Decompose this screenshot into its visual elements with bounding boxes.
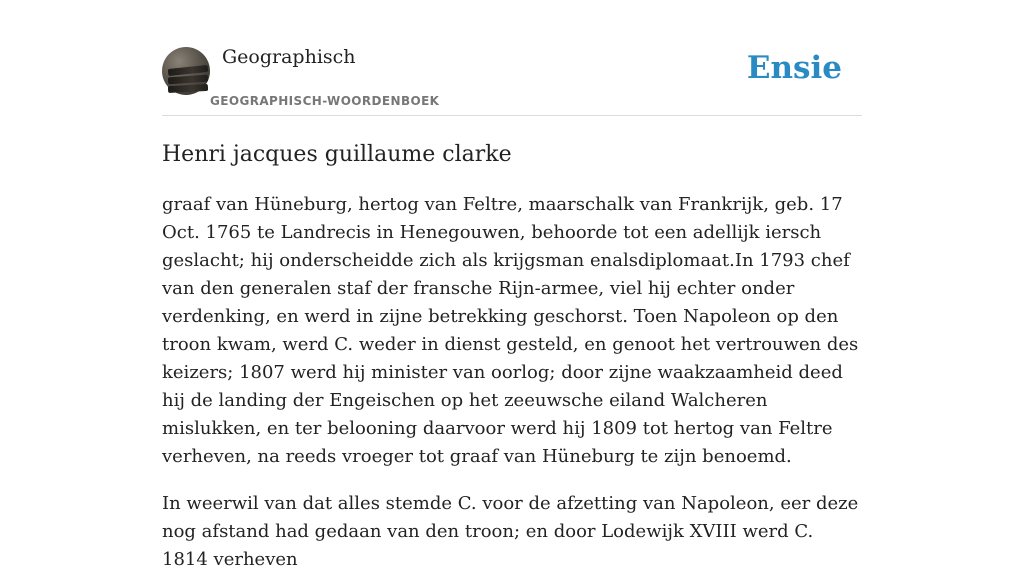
- avatar[interactable]: [162, 47, 210, 95]
- site-subtitle[interactable]: GEOGRAPHISCH-WOORDENBOEK: [210, 94, 440, 108]
- article-title: Henri jacques guillaume clarke: [162, 142, 512, 167]
- site-title[interactable]: Geographisch: [222, 46, 356, 68]
- book-icon: [168, 75, 208, 85]
- site-header: [162, 40, 862, 116]
- brand-logo-link[interactable]: Ensie: [746, 50, 842, 86]
- article-paragraph: graaf van Hüneburg, hertog van Feltre, maarschalk van Frankrijk, geb. 17 Oct. 1765 te Landrecis in Henegouwen, behoorde tot een adellijk iersch geslacht; hij onderscheidde zich als krijgsman enalsdiplomaat.In 1793 chef van den generalen staf der fransche Rijn-armee, viel hij echter onder verdenking, en werd in zijne betrekking geschorst. Toen Napoleon op den troon kwam, werd C. weder in dienst gesteld, en genoot het vertrouwen des keizers; 1807 werd hij minister van oorlog; door zijne waakzaamheid deed hij de landing der Engeischen op het zeeuwsche eiland Walcheren mislukken, en ter belooning daarvoor werd hij 1809 tot hertog van Feltre verheven, na reeds vroeger tot graaf van Hüneburg te zijn benoemd.: [162, 194, 859, 467]
- article: [162, 139, 862, 574]
- article-paragraph: In weerwil van dat alles stemde C. voor de afzetting van Napoleon, eer deze nog afstand had gedaan van den troon; en door Lodewijk XVIII werd C. 1814 verheven: [162, 493, 859, 570]
- book-icon: [168, 84, 208, 93]
